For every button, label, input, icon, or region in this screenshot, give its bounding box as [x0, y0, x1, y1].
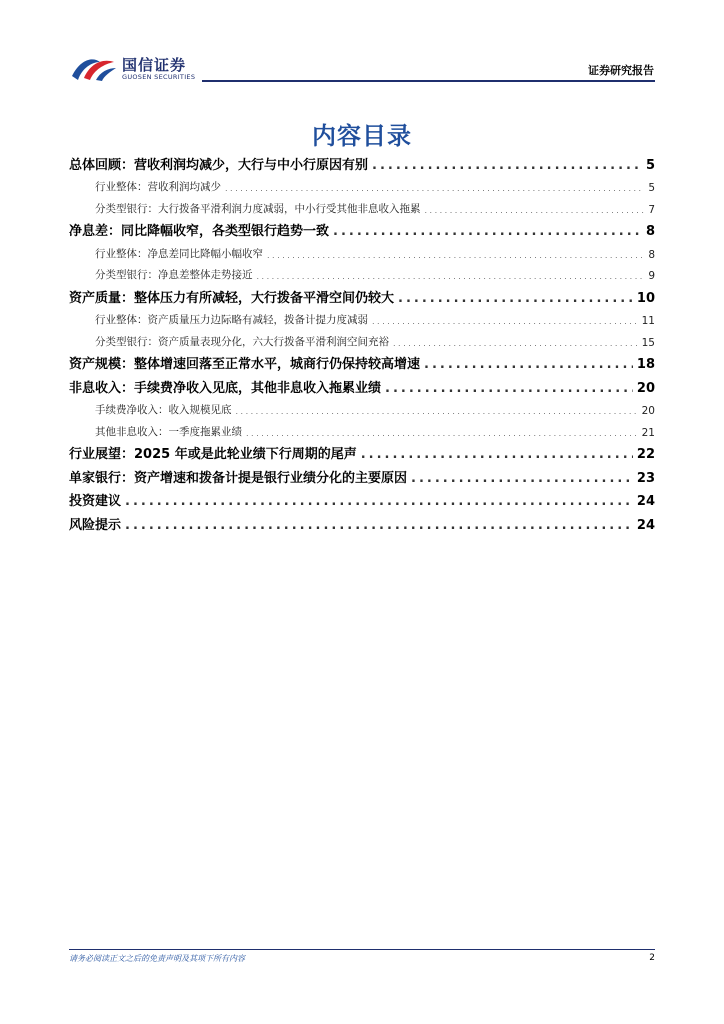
toc-page-number: 9: [648, 270, 655, 282]
toc-leader-dots: [246, 429, 638, 442]
toc-subentry[interactable]: [69, 330, 655, 352]
footer-divider: [69, 949, 655, 950]
toc-title: 内容目录: [312, 122, 412, 150]
toc-entry-text: 风险提示: [69, 517, 122, 533]
toc-page-number: 10: [636, 290, 655, 306]
toc-entry-text: 分类型银行：大行拨备平滑利润力度减弱，中小行受其他非息收入拖累: [95, 202, 421, 215]
toc-page-number: 11: [641, 315, 655, 327]
toc-entry-text: 投资建议: [69, 494, 122, 509]
toc-leader-dots: [372, 317, 638, 330]
toc-entry-text: 净息差：同比降幅收窄，各类型银行趋势一致: [69, 224, 330, 239]
toc-leader-dots: [411, 471, 633, 489]
toc-page-number: 5: [648, 182, 655, 194]
toc-leader-dots: [333, 224, 642, 242]
toc-page-number: 20: [641, 405, 655, 417]
toc-entry-text: 资产规模：整体增速回落至正常水平，城商行仍保持较高增速: [69, 357, 421, 372]
toc-entry[interactable]: [69, 219, 655, 243]
toc-subentry[interactable]: [69, 420, 655, 442]
logo-chinese-text: 国信证券: [122, 56, 187, 74]
toc-entry[interactable]: [69, 285, 655, 309]
toc-leader-dots: [125, 494, 633, 512]
toc-leader-dots: [425, 206, 645, 219]
toc-leader-dots: [236, 407, 638, 420]
toc-entry-text: 手续费净收入：收入规模见底: [95, 404, 232, 416]
toc-entry[interactable]: [69, 352, 655, 376]
toc-leader-dots: [393, 339, 638, 352]
toc-leader-dots: [385, 381, 633, 399]
toc-page-number: 21: [641, 426, 655, 439]
toc-subentry[interactable]: [69, 264, 655, 286]
toc-entry[interactable]: [69, 512, 655, 536]
footer-disclaimer: 请务必阅读正文之后的免责声明及其项下所有内容: [69, 954, 245, 963]
toc-page-number: 15: [641, 336, 655, 349]
toc-page-number: 7: [648, 203, 655, 216]
toc-page-number: 24: [636, 494, 655, 509]
toc-leader-dots: [267, 251, 644, 264]
toc-entry-text: 资产质量：整体压力有所减轻，大行拨备平滑空间仍较大: [69, 290, 395, 306]
toc-entry-text: 行业整体：营收利润均减少: [95, 181, 221, 193]
guosen-logo-icon: [70, 54, 118, 82]
guosen-logo: [70, 52, 200, 86]
table-of-contents: [69, 152, 655, 536]
toc-entry-text: 分类型银行：资产质量表现分化，六大行拨备平滑利润空间充裕: [95, 335, 389, 348]
toc-entry[interactable]: [69, 489, 655, 513]
toc-entry[interactable]: [69, 465, 655, 489]
toc-entry-text: 非息收入：手续费净收入见底，其他非息收入拖累业绩: [69, 380, 382, 396]
toc-entry-text: 行业整体：净息差同比降幅小幅收窄: [95, 247, 263, 260]
logo-english-text: GUOSEN SECURITIES: [122, 73, 196, 81]
toc-leader-dots: [398, 291, 633, 309]
header-divider: [202, 80, 655, 82]
toc-page-number: 5: [645, 157, 655, 173]
toc-entry[interactable]: [69, 442, 655, 466]
toc-subentry[interactable]: [69, 399, 655, 421]
toc-page-number: 23: [636, 470, 655, 486]
toc-entry-text: 其他非息收入：一季度拖累业绩: [95, 425, 242, 438]
toc-entry-text: 单家银行：资产增速和拨备计提是银行业绩分化的主要原因: [69, 470, 408, 486]
toc-page-number: 20: [636, 380, 655, 396]
report-type-label: 证券研究报告: [588, 64, 654, 77]
toc-entry-text: 总体回顾：营收利润均减少，大行与中小行原因有别: [69, 157, 369, 173]
toc-entry[interactable]: [69, 152, 655, 176]
toc-subentry[interactable]: [69, 242, 655, 264]
toc-subentry[interactable]: [69, 309, 655, 331]
toc-page-number: 18: [636, 357, 655, 372]
toc-subentry[interactable]: [69, 197, 655, 219]
toc-page-number: 22: [636, 447, 655, 462]
toc-entry-text: 行业整体：资产质量压力边际略有减轻，拨备计提力度减弱: [95, 314, 368, 326]
toc-page-number: 8: [648, 248, 655, 261]
toc-entry[interactable]: [69, 375, 655, 399]
toc-subentry[interactable]: [69, 176, 655, 198]
toc-entry-text: 行业展望：2025 年或是此轮业绩下行周期的尾声: [69, 447, 357, 462]
toc-leader-dots: [225, 184, 644, 197]
page-number: 2: [649, 953, 655, 963]
toc-leader-dots: [257, 272, 645, 285]
toc-leader-dots: [125, 518, 633, 536]
toc-leader-dots: [361, 447, 633, 465]
toc-leader-dots: [424, 357, 633, 375]
toc-entry-text: 分类型银行：净息差整体走势接近: [95, 269, 253, 281]
toc-leader-dots: [372, 158, 642, 176]
page-header: [0, 0, 724, 90]
toc-page-number: 24: [636, 517, 655, 533]
toc-page-number: 8: [645, 224, 655, 239]
